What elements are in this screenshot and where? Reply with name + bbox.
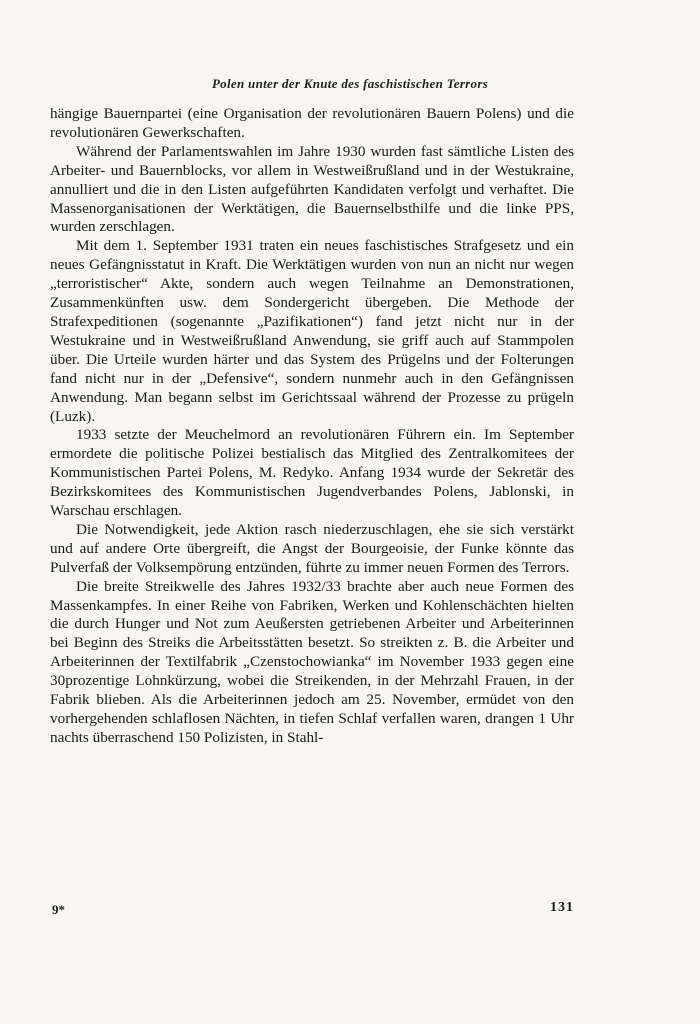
paragraph: Während der Parlamentswahlen im Jahre 1930 wurden fast sämtliche Listen des Arbeiter- und Bauernblocks, vor allem in Westweißrußland und in der Westukraine, annulliert und die in den Listen aufgeführten Kandidaten verfolgt und verhaftet. Die Massenorganisationen der Werktätigen, die Bauernselbsthilfe und die linke PPS, wurden zerschlagen. — [50, 142, 574, 236]
printer-signature: 9* — [52, 902, 65, 917]
paragraph: 1933 setzte der Meuchelmord an revolutionären Führern ein. Im September ermordete die politische Polizei bestialisch das Mitglied des Zentralkomitees der Kommunistischen Partei Polens, M. Redyko. Anfang 1934 wurde der Sekretär des Bezirkskomitees des Kommunistischen Jugendverbandes Polens, Jablonski, in Warschau erschlagen. — [50, 426, 574, 520]
paragraph: Die breite Streikwelle des Jahres 1932/33 brachte aber auch neue Formen des Massenkampfes. In einer Reihe von Fabriken, Werken und Kohlenschächten hielten die durch Hunger und Not zum Aeußersten getriebenen Arbeiter und Arbeiterinnen bei Beginn des Streiks die Arbeitsstätten besetzt. So streikten z. B. die Arbeiter und Arbeiterinnen der Textilfabrik „Czenstochowianka“ im November 1933 gegen eine 30prozentige Lohnkürzung, wobei die Streikenden, in der Mehrzahl Frauen, in der Fabrik blieben. Als die Arbeiterinnen jedoch am 25. November, ermüdet von den vorhergehenden schlaflosen Nächten, in tiefen Schlaf verfallen waren, drangen 1 Uhr nachts überraschend 150 Polizisten, in Stahl- — [50, 577, 574, 746]
paragraph: Die Notwendigkeit, jede Aktion rasch niederzuschlagen, ehe sie sich verstärkt und auf andere Orte übergreift, die Angst der Bourgeoisie, der Funke könnte das Pulverfaß der Volksempörung entzünden, führte zu immer neuen Formen des Terrors. — [50, 520, 574, 576]
running-head: Polen unter der Knute des faschistischen Terrors — [211, 76, 489, 91]
paragraph-continued: hängige Bauernpartei (eine Organisation der revolutionären Bauern Polens) und die revolutionären Gewerkschaften. — [50, 105, 574, 141]
body-text — [50, 105, 574, 748]
page-number: 131 — [550, 900, 574, 915]
paragraph: Mit dem 1. September 1931 traten ein neues faschistisches Strafgesetz und ein neues Gefängnisstatut in Kraft. Die Werktätigen wurden von nun an nicht nur wegen „terroristischer“ Akte, sondern auch wegen Teilnahme an Demonstrationen, Zusammenkünften usw. dem Sondergericht übergeben. Die Methode der Strafexpeditionen (sogenannte „Pazifikationen“) fand jetzt nicht nur in der Westukraine und in Westweißrußland Anwendung, sie griff auch auf Stammpolen über. Die Urteile wurden härter und das System des Prügelns und der Folterungen fand nicht nur in der „Defensive“, sondern nunmehr auch in den Gefängnissen Anwendung. Man begann selbst im Gerichtssaal während der Prozesse zu prügeln (Luzk). — [50, 237, 574, 425]
